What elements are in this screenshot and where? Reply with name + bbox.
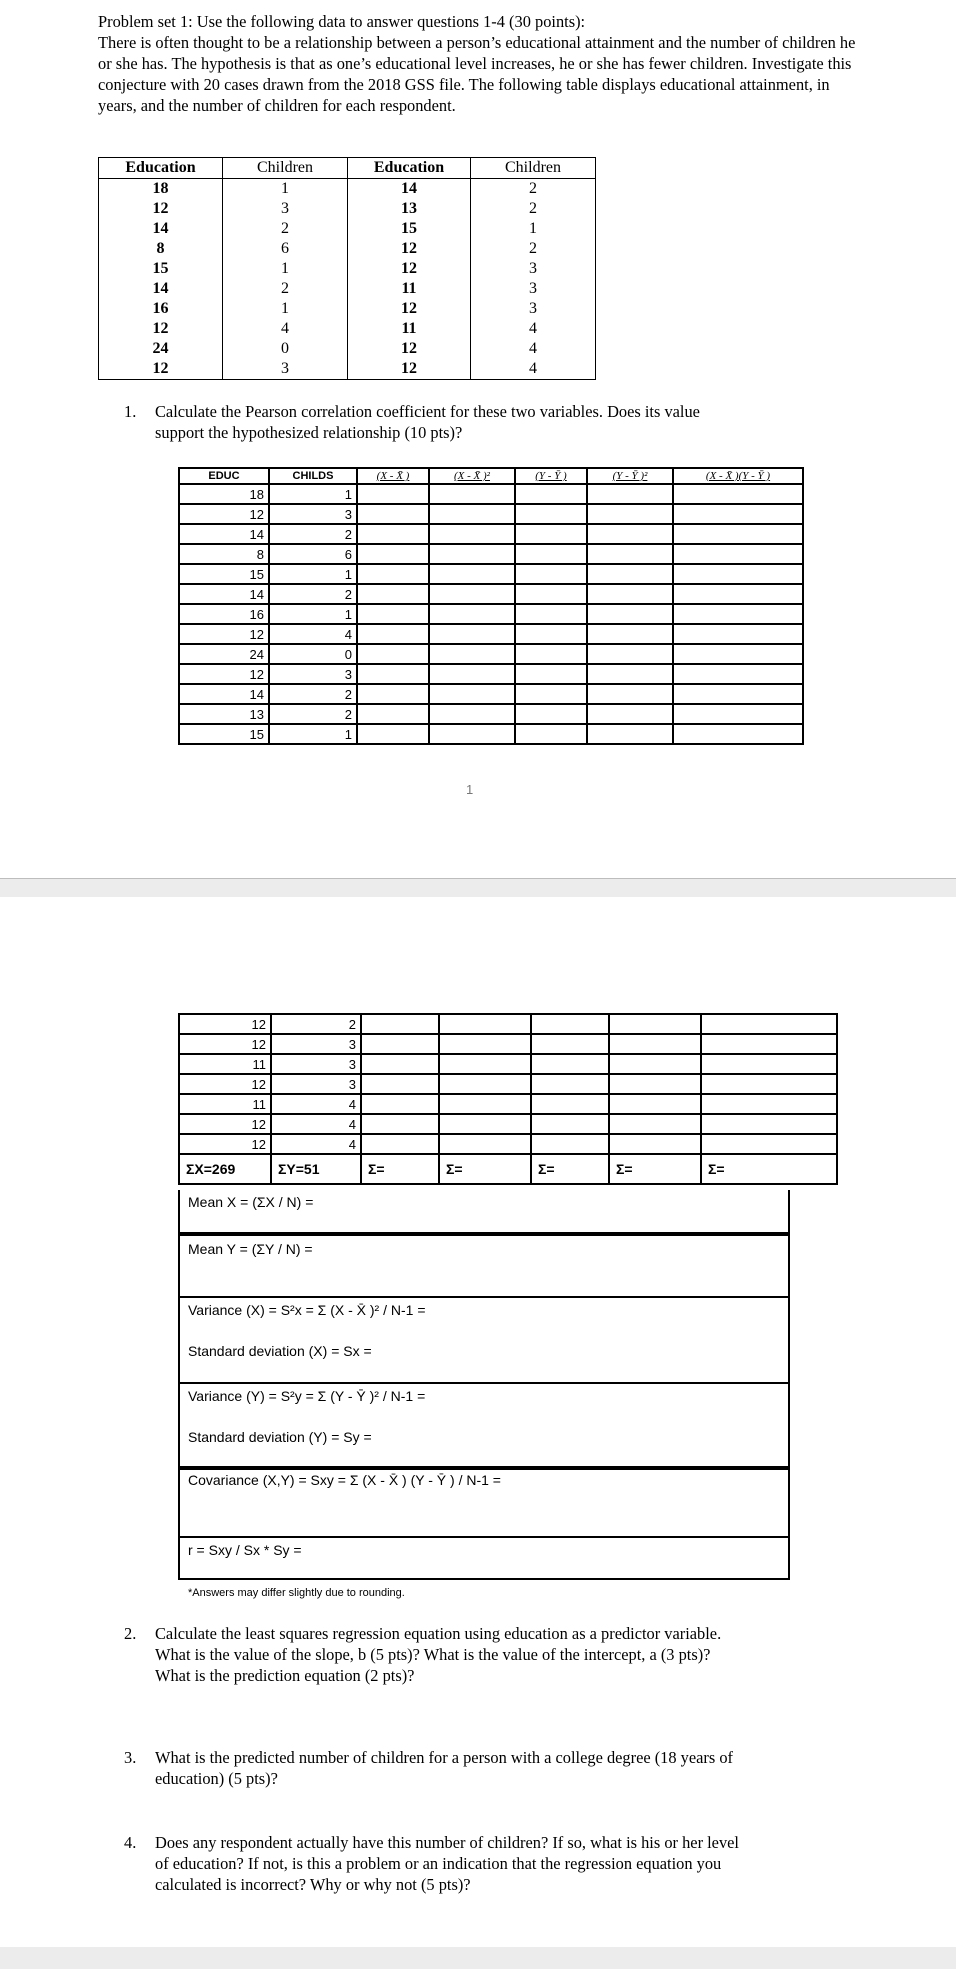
blank-answer-cell[interactable] bbox=[531, 1114, 609, 1134]
data-row bbox=[99, 339, 596, 359]
sum-xy-product: Σ= bbox=[701, 1154, 837, 1184]
blank-answer-cell[interactable] bbox=[673, 664, 803, 684]
blank-answer-cell[interactable] bbox=[357, 484, 429, 504]
worksheet-row bbox=[179, 724, 803, 744]
children-cell: 3 bbox=[471, 299, 596, 319]
sum-x: ΣX=269 bbox=[179, 1154, 271, 1184]
childs-cell: 6 bbox=[269, 544, 357, 564]
blank-answer-cell[interactable] bbox=[357, 604, 429, 624]
variance-y-box bbox=[178, 1382, 790, 1470]
blank-answer-cell[interactable] bbox=[429, 624, 515, 644]
blank-answer-cell[interactable] bbox=[361, 1034, 439, 1054]
covariance-box bbox=[178, 1466, 790, 1538]
blank-answer-cell[interactable] bbox=[701, 1134, 837, 1154]
worksheet-row bbox=[179, 524, 803, 544]
problem-heading: Problem set 1: Use the following data to answer questions 1-4 (30 points): bbox=[98, 12, 586, 31]
sum-x-dev: Σ= bbox=[361, 1154, 439, 1184]
blank-answer-cell[interactable] bbox=[515, 564, 587, 584]
worksheet-row bbox=[179, 1054, 837, 1074]
mean-x-box bbox=[178, 1190, 790, 1234]
blank-answer-cell[interactable] bbox=[361, 1074, 439, 1094]
variance-y-formula: Variance (Y) = S²y = Σ (Y - Ȳ )² / N-1 = bbox=[188, 1388, 426, 1404]
blank-answer-cell[interactable] bbox=[587, 724, 673, 744]
childs-cell: 2 bbox=[269, 524, 357, 544]
educ-cell: 12 bbox=[179, 624, 269, 644]
worksheet-row bbox=[179, 1074, 837, 1094]
educ-cell: 18 bbox=[179, 484, 269, 504]
variance-x-box bbox=[178, 1296, 790, 1384]
blank-answer-cell[interactable] bbox=[673, 504, 803, 524]
worksheet-row bbox=[179, 664, 803, 684]
education-cell: 8 bbox=[99, 239, 223, 259]
blank-answer-cell[interactable] bbox=[609, 1014, 701, 1034]
worksheet-row bbox=[179, 704, 803, 724]
education-cell: 14 bbox=[99, 219, 223, 239]
education-cell: 15 bbox=[99, 259, 223, 279]
question-4-line-3: calculated is incorrect? Why or why not (5 pts)? bbox=[155, 1875, 471, 1894]
blank-answer-cell[interactable] bbox=[531, 1034, 609, 1054]
blank-answer-cell[interactable] bbox=[673, 544, 803, 564]
header-y-dev: (Y - Ȳ ) bbox=[515, 468, 587, 484]
children-cell: 4 bbox=[223, 319, 348, 339]
educ-cell: 13 bbox=[179, 704, 269, 724]
children-cell: 3 bbox=[471, 259, 596, 279]
question-4-line-1: Does any respondent actually have this number of children? If so, what is his or her level bbox=[155, 1833, 739, 1852]
educ-cell: 24 bbox=[179, 644, 269, 664]
blank-answer-cell[interactable] bbox=[587, 684, 673, 704]
children-cell: 3 bbox=[471, 279, 596, 299]
data-row bbox=[99, 199, 596, 219]
blank-answer-cell[interactable] bbox=[609, 1114, 701, 1134]
blank-answer-cell[interactable] bbox=[587, 564, 673, 584]
blank-answer-cell[interactable] bbox=[515, 544, 587, 564]
childs-cell: 2 bbox=[271, 1014, 361, 1034]
header-y-dev-sq: (Y - Ȳ )² bbox=[587, 468, 673, 484]
blank-answer-cell[interactable] bbox=[515, 644, 587, 664]
education-children-table bbox=[98, 157, 596, 380]
educ-cell: 12 bbox=[179, 1114, 271, 1134]
education-cell: 14 bbox=[348, 179, 471, 200]
question-2-number: 2. bbox=[124, 1624, 137, 1643]
blank-answer-cell[interactable] bbox=[673, 484, 803, 504]
blank-answer-cell[interactable] bbox=[587, 544, 673, 564]
question-4-line-2: of education? If not, is this a problem or an indication that the regression equation you bbox=[155, 1854, 722, 1873]
educ-cell: 14 bbox=[179, 684, 269, 704]
education-cell: 12 bbox=[99, 359, 223, 380]
worksheet-row bbox=[179, 604, 803, 624]
blank-answer-cell[interactable] bbox=[515, 664, 587, 684]
educ-cell: 15 bbox=[179, 564, 269, 584]
blank-answer-cell[interactable] bbox=[357, 544, 429, 564]
data-row bbox=[99, 179, 596, 200]
blank-answer-cell[interactable] bbox=[701, 1114, 837, 1134]
blank-answer-cell[interactable] bbox=[531, 1074, 609, 1094]
educ-cell: 8 bbox=[179, 544, 269, 564]
header-children-1: Children bbox=[223, 158, 348, 179]
worksheet-row bbox=[179, 544, 803, 564]
blank-answer-cell[interactable] bbox=[357, 724, 429, 744]
blank-answer-cell[interactable] bbox=[673, 704, 803, 724]
education-cell: 12 bbox=[348, 339, 471, 359]
children-cell: 2 bbox=[471, 179, 596, 200]
childs-cell: 0 bbox=[269, 644, 357, 664]
blank-answer-cell[interactable] bbox=[609, 1034, 701, 1054]
childs-cell: 2 bbox=[269, 584, 357, 604]
blank-answer-cell[interactable] bbox=[515, 684, 587, 704]
worksheet-table-page-1 bbox=[178, 467, 804, 745]
worksheet-row bbox=[179, 1094, 837, 1114]
children-cell: 1 bbox=[223, 299, 348, 319]
childs-cell: 4 bbox=[269, 624, 357, 644]
question-3-line-2: education) (5 pts)? bbox=[155, 1769, 278, 1788]
blank-answer-cell[interactable] bbox=[587, 664, 673, 684]
education-cell: 15 bbox=[348, 219, 471, 239]
childs-cell: 2 bbox=[269, 684, 357, 704]
blank-answer-cell[interactable] bbox=[439, 1034, 531, 1054]
sums-row bbox=[179, 1154, 837, 1184]
sum-y-dev: Σ= bbox=[531, 1154, 609, 1184]
blank-answer-cell[interactable] bbox=[429, 584, 515, 604]
blank-answer-cell[interactable] bbox=[515, 584, 587, 604]
blank-answer-cell[interactable] bbox=[609, 1134, 701, 1154]
data-row bbox=[99, 279, 596, 299]
blank-answer-cell[interactable] bbox=[587, 604, 673, 624]
blank-answer-cell[interactable] bbox=[357, 684, 429, 704]
blank-answer-cell[interactable] bbox=[515, 484, 587, 504]
blank-answer-cell[interactable] bbox=[361, 1094, 439, 1114]
rounding-note: *Answers may differ slightly due to rounding. bbox=[188, 1587, 405, 1599]
blank-answer-cell[interactable] bbox=[515, 604, 587, 624]
educ-cell: 11 bbox=[179, 1094, 271, 1114]
education-cell: 12 bbox=[348, 299, 471, 319]
blank-answer-cell[interactable] bbox=[429, 484, 515, 504]
blank-answer-cell[interactable] bbox=[531, 1134, 609, 1154]
childs-cell: 4 bbox=[271, 1114, 361, 1134]
educ-cell: 12 bbox=[179, 664, 269, 684]
educ-cell: 14 bbox=[179, 524, 269, 544]
header-x-dev-sq: (X - X̄ )² bbox=[429, 468, 515, 484]
blank-answer-cell[interactable] bbox=[515, 624, 587, 644]
worksheet-row bbox=[179, 684, 803, 704]
mean-y-formula: Mean Y = (ΣY / N) = bbox=[188, 1241, 313, 1257]
blank-answer-cell[interactable] bbox=[439, 1114, 531, 1134]
childs-cell: 3 bbox=[271, 1034, 361, 1054]
educ-cell: 15 bbox=[179, 724, 269, 744]
childs-cell: 4 bbox=[271, 1134, 361, 1154]
educ-cell: 12 bbox=[179, 1074, 271, 1094]
blank-answer-cell[interactable] bbox=[361, 1134, 439, 1154]
blank-answer-cell[interactable] bbox=[515, 704, 587, 724]
blank-answer-cell[interactable] bbox=[701, 1014, 837, 1034]
blank-answer-cell[interactable] bbox=[531, 1094, 609, 1114]
blank-answer-cell[interactable] bbox=[673, 564, 803, 584]
question-1-line-2: support the hypothesized relationship (10 pts)? bbox=[155, 423, 463, 442]
header-childs: CHILDS bbox=[269, 468, 357, 484]
question-3-number: 3. bbox=[124, 1748, 137, 1767]
header-xy-product: (X - X̄ )(Y - Ȳ ) bbox=[673, 468, 803, 484]
educ-cell: 12 bbox=[179, 504, 269, 524]
childs-cell: 1 bbox=[269, 724, 357, 744]
blank-answer-cell[interactable] bbox=[439, 1134, 531, 1154]
blank-answer-cell[interactable] bbox=[515, 504, 587, 524]
blank-answer-cell[interactable] bbox=[587, 704, 673, 724]
education-cell: 11 bbox=[348, 319, 471, 339]
r-formula: r = Sxy / Sx * Sy = bbox=[188, 1542, 302, 1558]
worksheet-row bbox=[179, 624, 803, 644]
r-box bbox=[178, 1536, 790, 1580]
blank-answer-cell[interactable] bbox=[439, 1054, 531, 1074]
blank-answer-cell[interactable] bbox=[673, 524, 803, 544]
education-cell: 24 bbox=[99, 339, 223, 359]
children-cell: 4 bbox=[471, 359, 596, 380]
educ-cell: 12 bbox=[179, 1134, 271, 1154]
blank-answer-cell[interactable] bbox=[357, 584, 429, 604]
children-cell: 0 bbox=[223, 339, 348, 359]
worksheet-row bbox=[179, 1134, 837, 1154]
blank-answer-cell[interactable] bbox=[357, 644, 429, 664]
question-2-line-1: Calculate the least squares regression equation using education as a predictor variable. bbox=[155, 1624, 722, 1643]
blank-answer-cell[interactable] bbox=[429, 664, 515, 684]
childs-cell: 1 bbox=[269, 604, 357, 624]
header-x-dev: (X - X̄ ) bbox=[357, 468, 429, 484]
sd-x-formula: Standard deviation (X) = Sx = bbox=[188, 1343, 372, 1359]
blank-answer-cell[interactable] bbox=[701, 1074, 837, 1094]
problem-paragraph: There is often thought to be a relationship between a person’s educational attainment and the number of children he or she has. The hypothesis is that as one’s educational level increases, he or she has fewer children. Investigate this conjecture with 20 cases drawn from the 2018 GSS file. The following table displays educational attainment, in years, and the number of children for each respondent. bbox=[98, 33, 856, 115]
sum-y: ΣY=51 bbox=[271, 1154, 361, 1184]
blank-answer-cell[interactable] bbox=[429, 684, 515, 704]
blank-answer-cell[interactable] bbox=[429, 564, 515, 584]
blank-answer-cell[interactable] bbox=[673, 724, 803, 744]
children-cell: 3 bbox=[223, 199, 348, 219]
childs-cell: 1 bbox=[269, 564, 357, 584]
covariance-formula: Covariance (X,Y) = Sxy = Σ (X - X̄ ) (Y - Ȳ ) / N-1 = bbox=[188, 1472, 501, 1488]
blank-answer-cell[interactable] bbox=[439, 1094, 531, 1114]
worksheet-row bbox=[179, 484, 803, 504]
childs-cell: 3 bbox=[271, 1054, 361, 1074]
blank-answer-cell[interactable] bbox=[429, 644, 515, 664]
blank-answer-cell[interactable] bbox=[673, 584, 803, 604]
blank-answer-cell[interactable] bbox=[361, 1114, 439, 1134]
blank-answer-cell[interactable] bbox=[357, 704, 429, 724]
childs-cell: 3 bbox=[269, 664, 357, 684]
blank-answer-cell[interactable] bbox=[361, 1054, 439, 1074]
blank-answer-cell[interactable] bbox=[701, 1054, 837, 1074]
children-cell: 2 bbox=[223, 279, 348, 299]
blank-answer-cell[interactable] bbox=[515, 524, 587, 544]
blank-answer-cell[interactable] bbox=[357, 664, 429, 684]
question-1-number: 1. bbox=[124, 402, 137, 421]
education-cell: 14 bbox=[99, 279, 223, 299]
educ-cell: 11 bbox=[179, 1054, 271, 1074]
children-cell: 3 bbox=[223, 359, 348, 380]
childs-cell: 3 bbox=[271, 1074, 361, 1094]
question-2-line-3: What is the prediction equation (2 pts)? bbox=[155, 1666, 415, 1685]
variance-x-formula: Variance (X) = S²x = Σ (X - X̄ )² / N-1 = bbox=[188, 1302, 426, 1318]
children-cell: 4 bbox=[471, 319, 596, 339]
blank-answer-cell[interactable] bbox=[429, 724, 515, 744]
blank-answer-cell[interactable] bbox=[587, 584, 673, 604]
page-divider bbox=[0, 878, 956, 879]
worksheet-row bbox=[179, 1014, 837, 1034]
education-cell: 12 bbox=[348, 239, 471, 259]
blank-answer-cell[interactable] bbox=[357, 624, 429, 644]
blank-answer-cell[interactable] bbox=[673, 644, 803, 664]
data-row bbox=[99, 219, 596, 239]
education-cell: 11 bbox=[348, 279, 471, 299]
children-cell: 1 bbox=[223, 259, 348, 279]
worksheet-row bbox=[179, 1114, 837, 1134]
blank-answer-cell[interactable] bbox=[587, 524, 673, 544]
mean-y-box bbox=[178, 1234, 790, 1298]
data-row bbox=[99, 239, 596, 259]
header-education-1: Education bbox=[99, 158, 223, 179]
sum-y-dev-sq: Σ= bbox=[609, 1154, 701, 1184]
worksheet-row bbox=[179, 644, 803, 664]
worksheet-row bbox=[179, 504, 803, 524]
educ-cell: 12 bbox=[179, 1014, 271, 1034]
blank-answer-cell[interactable] bbox=[429, 544, 515, 564]
blank-answer-cell[interactable] bbox=[609, 1054, 701, 1074]
blank-answer-cell[interactable] bbox=[439, 1074, 531, 1094]
blank-answer-cell[interactable] bbox=[515, 724, 587, 744]
childs-cell: 4 bbox=[271, 1094, 361, 1114]
worksheet-row bbox=[179, 564, 803, 584]
blank-answer-cell[interactable] bbox=[673, 604, 803, 624]
blank-answer-cell[interactable] bbox=[429, 524, 515, 544]
question-3-line-1: What is the predicted number of children for a person with a college degree (18 years of bbox=[155, 1748, 733, 1767]
blank-answer-cell[interactable] bbox=[429, 704, 515, 724]
education-cell: 12 bbox=[99, 199, 223, 219]
blank-answer-cell[interactable] bbox=[673, 684, 803, 704]
worksheet-table-page-2 bbox=[178, 1013, 838, 1185]
childs-cell: 1 bbox=[269, 484, 357, 504]
header-children-2: Children bbox=[471, 158, 596, 179]
educ-cell: 14 bbox=[179, 584, 269, 604]
blank-answer-cell[interactable] bbox=[587, 484, 673, 504]
blank-answer-cell[interactable] bbox=[357, 564, 429, 584]
children-cell: 1 bbox=[471, 219, 596, 239]
sd-y-formula: Standard deviation (Y) = Sy = bbox=[188, 1429, 372, 1445]
question-1-line-1: Calculate the Pearson correlation coefficient for these two variables. Does its value bbox=[155, 402, 700, 421]
document-page-1 bbox=[0, 0, 956, 878]
header-education-2: Education bbox=[348, 158, 471, 179]
blank-answer-cell[interactable] bbox=[701, 1094, 837, 1114]
data-row bbox=[99, 319, 596, 339]
education-cell: 12 bbox=[99, 319, 223, 339]
educ-cell: 12 bbox=[179, 1034, 271, 1054]
problem-intro bbox=[98, 11, 858, 116]
header-educ: EDUC bbox=[179, 468, 269, 484]
education-cell: 16 bbox=[99, 299, 223, 319]
data-row bbox=[99, 259, 596, 279]
childs-cell: 2 bbox=[269, 704, 357, 724]
blank-answer-cell[interactable] bbox=[357, 524, 429, 544]
children-cell: 4 bbox=[471, 339, 596, 359]
blank-answer-cell[interactable] bbox=[429, 504, 515, 524]
page-number: 1 bbox=[466, 782, 474, 797]
blank-answer-cell[interactable] bbox=[673, 624, 803, 644]
sum-x-dev-sq: Σ= bbox=[439, 1154, 531, 1184]
mean-x-formula: Mean X = (ΣX / N) = bbox=[188, 1194, 314, 1210]
childs-cell: 3 bbox=[269, 504, 357, 524]
education-cell: 13 bbox=[348, 199, 471, 219]
blank-answer-cell[interactable] bbox=[429, 604, 515, 624]
blank-answer-cell[interactable] bbox=[357, 504, 429, 524]
education-cell: 12 bbox=[348, 359, 471, 380]
children-cell: 6 bbox=[223, 239, 348, 259]
blank-answer-cell[interactable] bbox=[609, 1074, 701, 1094]
blank-answer-cell[interactable] bbox=[361, 1014, 439, 1034]
question-4-number: 4. bbox=[124, 1833, 137, 1852]
worksheet-row bbox=[179, 1034, 837, 1054]
children-cell: 2 bbox=[223, 219, 348, 239]
blank-answer-cell[interactable] bbox=[531, 1014, 609, 1034]
worksheet-row bbox=[179, 584, 803, 604]
data-row bbox=[99, 299, 596, 319]
children-cell: 1 bbox=[223, 179, 348, 200]
blank-answer-cell[interactable] bbox=[609, 1094, 701, 1114]
data-row bbox=[99, 359, 596, 380]
children-cell: 2 bbox=[471, 199, 596, 219]
blank-answer-cell[interactable] bbox=[531, 1054, 609, 1074]
education-cell: 18 bbox=[99, 179, 223, 200]
education-cell: 12 bbox=[348, 259, 471, 279]
blank-answer-cell[interactable] bbox=[587, 624, 673, 644]
blank-answer-cell[interactable] bbox=[439, 1014, 531, 1034]
blank-answer-cell[interactable] bbox=[587, 644, 673, 664]
blank-answer-cell[interactable] bbox=[587, 504, 673, 524]
educ-cell: 16 bbox=[179, 604, 269, 624]
children-cell: 2 bbox=[471, 239, 596, 259]
blank-answer-cell[interactable] bbox=[701, 1034, 837, 1054]
question-2-line-2: What is the value of the slope, b (5 pts)? What is the value of the intercept, a (3 pts)? bbox=[155, 1645, 711, 1664]
